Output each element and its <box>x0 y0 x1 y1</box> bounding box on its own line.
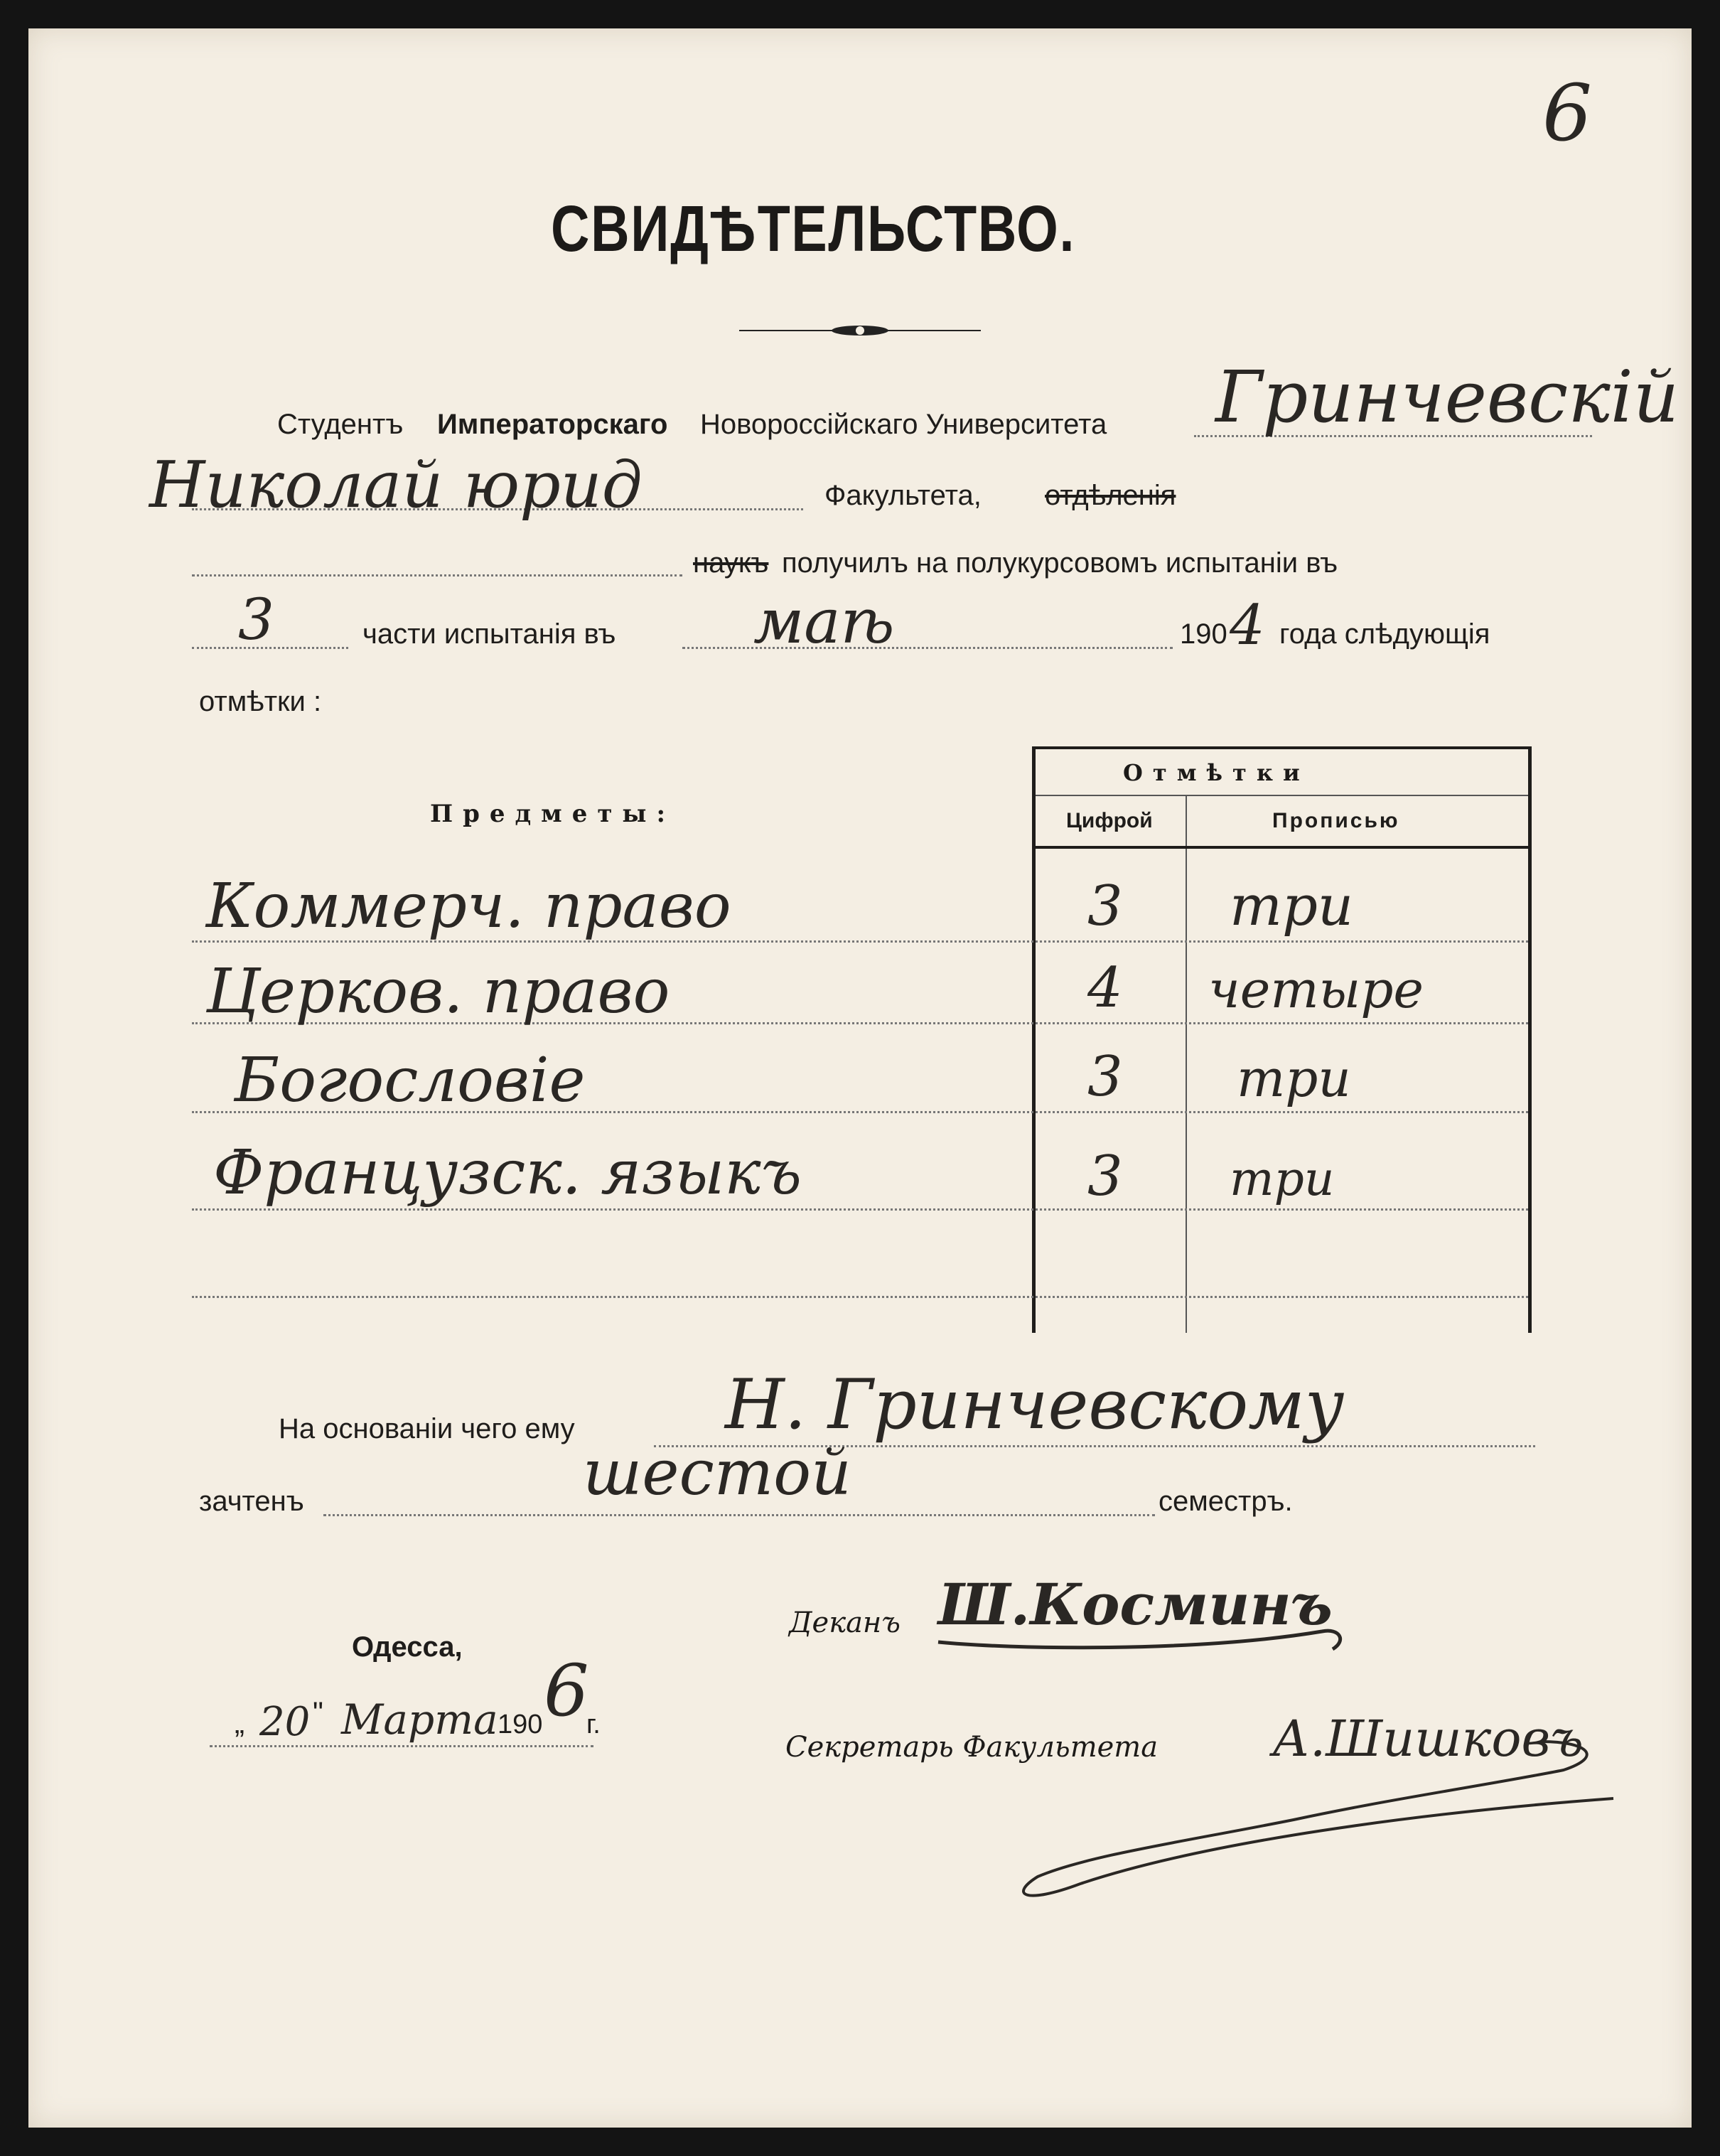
header-divider <box>1036 795 1528 796</box>
exam-part-label: части испытанія въ <box>362 618 616 650</box>
mark-word: три <box>1237 1048 1351 1108</box>
secretary-signature-flourish <box>995 1692 1635 1919</box>
mark-digit: 4 <box>1087 956 1123 1020</box>
subjects-label: Предметы: <box>430 800 676 828</box>
department-line <box>192 574 682 576</box>
subject-name: Французск. языкъ <box>213 1137 802 1208</box>
year-handwritten: 4 <box>1230 594 1265 658</box>
secretary-label: Секретарь Факультета <box>785 1731 1159 1764</box>
exam-part: 3 <box>238 586 274 653</box>
mark-word: четыре <box>1208 960 1424 1019</box>
table-left-border <box>1032 746 1036 1333</box>
date-suffix: г. <box>586 1710 601 1739</box>
dean-label: Деканъ <box>789 1607 901 1639</box>
credited-label: зачтенъ <box>199 1486 304 1517</box>
dean-signature-flourish <box>924 1564 1350 1678</box>
mark-digit: 3 <box>1087 1045 1123 1109</box>
row-line <box>192 1296 1528 1298</box>
semester-label: семестръ. <box>1159 1486 1293 1517</box>
place-label: Одесса, <box>352 1631 463 1663</box>
mark-word: три <box>1230 874 1354 938</box>
sciences-label: наукъ <box>693 547 769 579</box>
date-year-printed: 190 <box>498 1710 543 1739</box>
date-line <box>210 1745 593 1747</box>
mark-digit: 3 <box>1087 874 1123 938</box>
col-words-header: Прописью <box>1272 809 1400 832</box>
imperial-label: Императорскаго <box>437 409 668 440</box>
date-day: 20 <box>259 1699 311 1745</box>
year-printed: 190 <box>1180 618 1227 650</box>
date-close-quote: " <box>313 1695 323 1729</box>
student-surname: Гринчевскій <box>1215 355 1679 439</box>
department-label: отдѣленія <box>1045 480 1176 511</box>
mark-digit: 3 <box>1087 1144 1123 1208</box>
page-number: 6 <box>1542 68 1592 159</box>
dean-signature: Ш.Косминъ <box>938 1571 1333 1638</box>
exam-text: получилъ на полукурсовомъ испытаніи въ <box>782 547 1338 579</box>
table-right-border <box>1528 746 1532 1333</box>
semester-line <box>323 1514 1155 1516</box>
date-open-quote: „ <box>235 1706 244 1739</box>
basis-label: На основаніи чего ему <box>279 1413 575 1444</box>
header-bottom-border <box>1032 846 1532 849</box>
document-title: СВИДѢТЕЛЬСТВО. <box>551 193 1076 265</box>
university-label: Новороссійскаго Университета <box>700 409 1107 440</box>
ornament-divider <box>739 320 981 341</box>
mark-word: три <box>1230 1152 1335 1206</box>
following-label: года слѣдующія <box>1279 618 1490 650</box>
date-year-handwritten: 6 <box>544 1649 589 1732</box>
subject-name: Коммерч. право <box>206 871 731 942</box>
row-line <box>192 1208 1528 1211</box>
semester-value: шестой <box>583 1436 851 1509</box>
column-divider <box>1186 796 1187 1333</box>
marks-label: отмѣтки : <box>199 686 322 717</box>
secretary-signature: А.Шишковъ <box>1272 1710 1584 1768</box>
subject-name: Богословіе <box>235 1045 586 1116</box>
subject-name: Церков. право <box>206 956 670 1027</box>
table-top-border <box>1032 746 1532 749</box>
faculty-label: Факультета, <box>824 480 982 511</box>
col-digits-header: Цифрой <box>1066 809 1153 832</box>
date-month: Марта <box>341 1695 498 1744</box>
student-name-faculty: Николай юрид <box>149 448 643 522</box>
table-header: Отмѣтки <box>1123 759 1310 786</box>
exam-month: маѣ <box>753 586 895 658</box>
student-name-dative: Н. Гринчевскому <box>725 1365 1345 1444</box>
student-label: Студентъ <box>277 409 404 440</box>
